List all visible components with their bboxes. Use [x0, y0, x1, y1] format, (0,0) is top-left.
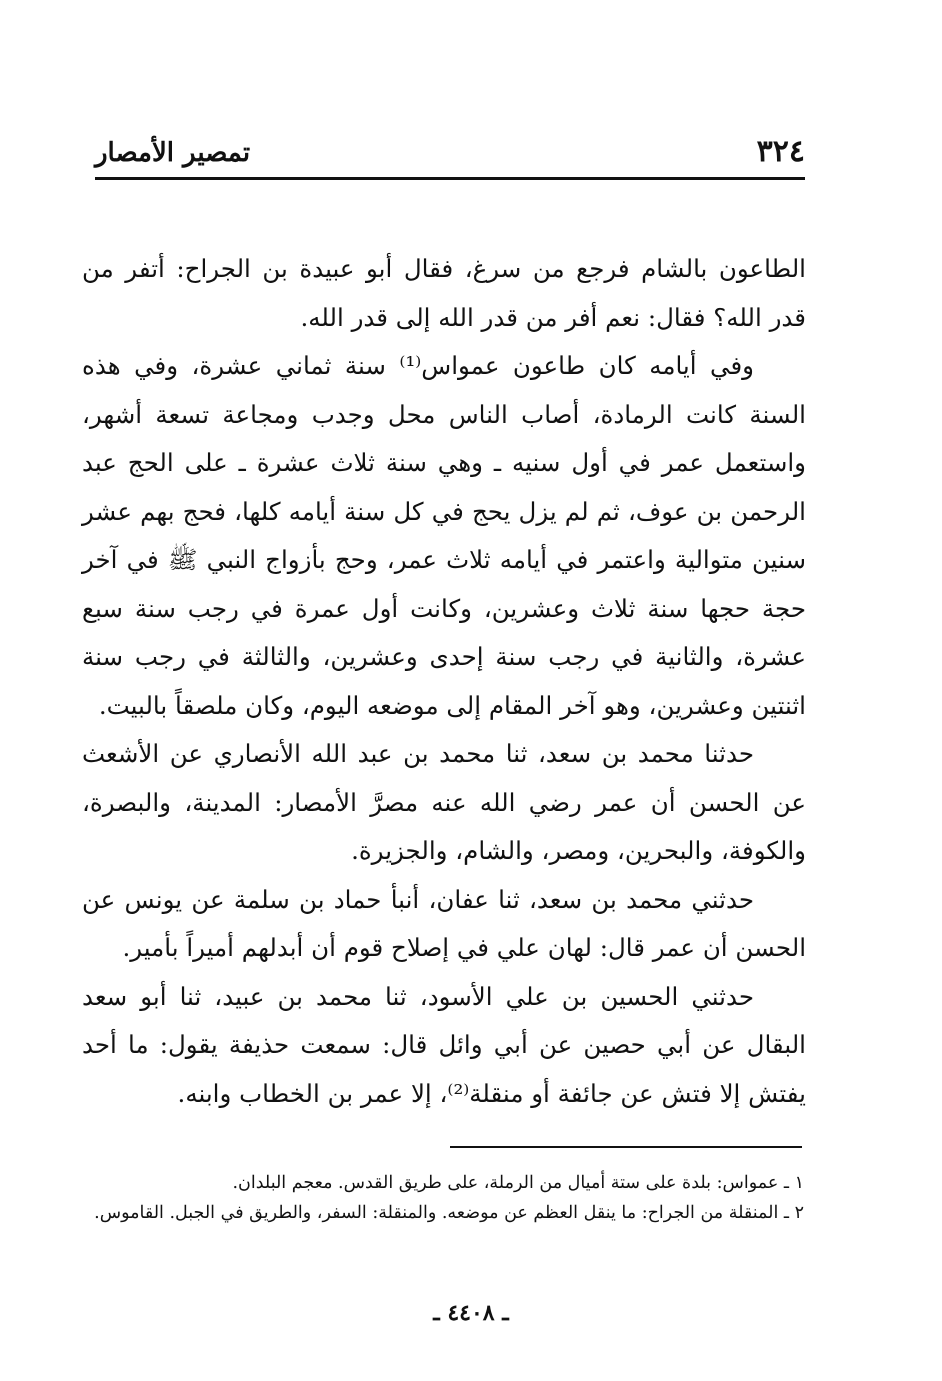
main-text: [82, 245, 806, 1118]
paragraph-continuation: الطاعون بالشام فرجع من سرغ، فقال أبو عبيدة بن الجراح: أتفر من قدر الله؟ فقال: نعم أفر من قدر الله إلى قدر الله.: [82, 254, 806, 332]
folio-number: ـ ٤٤٠٨ ـ: [433, 1300, 509, 1326]
paragraph-governor: حدثني محمد بن سعد، ثنا عفان، أنبأ حماد بن سلمة عن يونس عن الحسن أن عمر قال: لهان علي في إصلاح قوم أن أبدلهم أميراً بأمير.: [82, 884, 806, 962]
page-number: ٣٢٤: [756, 134, 805, 169]
footnote-2: ٢ ـ المنقلة من الجراح: ما ينقل العظم عن موضعه. والمنقلة: السفر، والطريق في الجبل. القاموس.: [94, 1203, 804, 1223]
paragraph-cities: حدثنا محمد بن سعد، ثنا محمد بن عبد الله الأنصاري عن الأشعث عن الحسن أن عمر رضي الله عنه مصرَّ الأمصار: المدينة، والبصرة، والكوفة، والبحرين، ومصر، والشام، والجزيرة.: [82, 739, 806, 865]
footnotes: [80, 1168, 804, 1228]
footnote-rule: [450, 1146, 802, 1148]
paragraph-hudhayfa: حدثني الحسين بن علي الأسود، ثنا محمد بن عبيد، ثنا أبو سعد البقال عن أبي حصين عن أبي وائل قال: سمعت حذيفة يقول: ما أحد يفتش إلا فتش عن جائفة أو منقلة⁽²⁾، إلا عمر بن الخطاب وابنه.: [82, 981, 806, 1108]
chapter-title: تمصير الأمصار: [95, 138, 251, 168]
header-rule: [95, 177, 805, 180]
running-header: [95, 118, 805, 178]
paragraph-omar-days: وفي أيامه كان طاعون عمواس⁽¹⁾ سنة ثماني عشرة، وفي هذه السنة كانت الرمادة، أصاب الناس محل وجدب ومجاعة تسعة أشهر، واستعمل عمر في أول سنيه ـ وهي سنة ثلاث عشرة ـ على الحج عبد الرحمن بن عوف، ثم لم يزل يحج في كل سنة أيامه كلها، فحج بهم عشر سنين متوالية واعتمر في أيامه ثلاث عمر، وحج بأزواج النبي ﷺ في آخر حجة حجها سنة ثلاث وعشرين، وكانت أول عمرة في رجب سنة سبع عشرة، والثانية في رجب سنة إحدى وعشرين، والثالثة في رجب سنة اثنتين وعشرين، وهو آخر المقام إلى موضعه اليوم، وكان ملصقاً بالبيت.: [82, 351, 806, 720]
footnote-1: ١ ـ عمواس: بلدة على ستة أميال من الرملة، على طريق القدس. معجم البلدان.: [232, 1173, 804, 1193]
